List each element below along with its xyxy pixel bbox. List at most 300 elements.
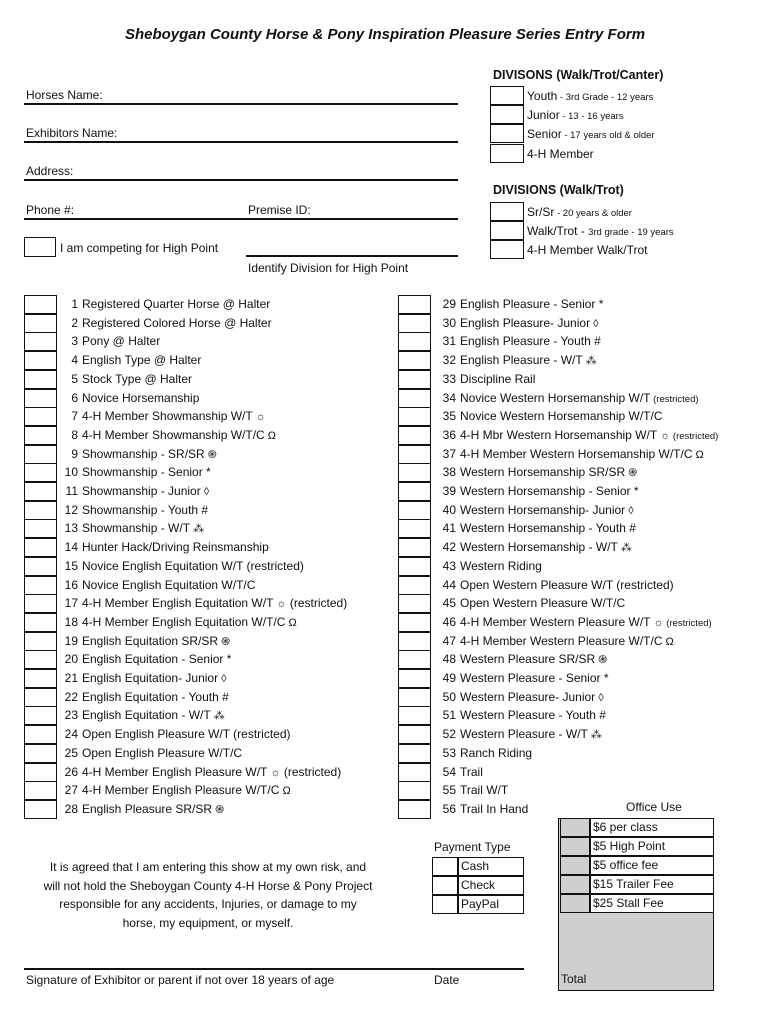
class-number: 36: [442, 427, 456, 442]
class-name: English Pleasure- Junior: [460, 315, 591, 330]
division-name: Walk/Trot -: [527, 224, 589, 238]
class-checkbox[interactable]: [24, 519, 57, 538]
class-checkbox[interactable]: [24, 370, 57, 389]
class-label: [82, 297, 270, 311]
class-label: [460, 521, 636, 535]
class-name: Trail In Hand: [460, 801, 529, 816]
office-fee-checkbox[interactable]: [560, 818, 590, 837]
identify-division-label: Identify Division for High Point: [248, 261, 409, 275]
class-note-small: (restricted): [670, 430, 719, 442]
class-label: [82, 765, 341, 779]
division-detail: 3rd grade - 19 years: [588, 227, 674, 238]
division-checkbox[interactable]: [490, 221, 524, 240]
division-label: [527, 222, 674, 240]
class-checkbox[interactable]: [398, 632, 431, 651]
class-number: 23: [64, 708, 78, 723]
divisions-wtc-heading: DIVISONS (Walk/Trot/Canter): [493, 68, 664, 82]
form-title: Sheboygan County Horse & Pony Inspiration Pleasure Series Entry Form: [124, 26, 646, 43]
class-number: 42: [442, 540, 456, 555]
class-number: 24: [64, 727, 78, 742]
class-checkbox[interactable]: [24, 351, 57, 370]
class-name: Western Horsemanship - Youth #: [460, 521, 636, 536]
class-label: [82, 671, 227, 685]
class-number: 5: [71, 371, 78, 386]
class-checkbox[interactable]: [398, 314, 431, 333]
class-symbol: ⁂: [617, 542, 632, 555]
class-label: [82, 372, 192, 386]
class-note-small: (restricted): [650, 393, 699, 405]
office-fee-label: $5 High Point: [590, 837, 714, 856]
class-label: [82, 447, 217, 462]
payment-checkbox[interactable]: [432, 895, 458, 914]
class-checkbox[interactable]: [24, 781, 57, 800]
class-name: English Pleasure SR/SR: [82, 801, 213, 816]
class-number: 55: [442, 783, 456, 798]
class-checkbox[interactable]: [398, 501, 431, 520]
class-checkbox[interactable]: [24, 295, 57, 314]
class-checkbox[interactable]: [398, 407, 431, 426]
division-detail: - 13 - 16 years: [559, 111, 624, 122]
class-label: [460, 596, 625, 610]
class-name: Western Pleasure - Youth #: [460, 708, 606, 723]
class-checkbox[interactable]: [398, 669, 431, 688]
class-number: 1: [71, 297, 78, 311]
class-symbol: ◊: [625, 504, 634, 517]
class-symbol: ֍: [218, 635, 231, 648]
class-checkbox[interactable]: [398, 688, 431, 707]
class-label: [460, 540, 632, 554]
class-checkbox[interactable]: [398, 482, 431, 501]
class-number: 34: [442, 390, 456, 405]
class-checkbox[interactable]: [24, 557, 57, 576]
class-number: 44: [442, 577, 456, 592]
class-symbol: Ω: [264, 429, 276, 442]
division-label: [527, 145, 594, 163]
class-symbol: ֍: [212, 803, 225, 816]
class-number: 52: [442, 727, 456, 742]
class-name: Open Western Pleasure W/T/C: [460, 596, 626, 611]
class-number: 46: [442, 614, 456, 629]
class-label: [460, 503, 634, 517]
agreement-line: will not hold the Sheboygan County 4-H Horse & Pony Project: [43, 878, 373, 893]
signature-label: Signature of Exhibitor or parent if not over 18 years of age: [26, 973, 335, 987]
class-checkbox[interactable]: [398, 725, 431, 744]
class-number: 39: [442, 484, 456, 498]
class-checkbox[interactable]: [24, 407, 57, 426]
class-name: Showmanship - Youth #: [82, 502, 209, 517]
high-point-label: I am competing for High Point: [60, 241, 219, 255]
class-symbol: ֍: [625, 467, 638, 480]
class-checkbox[interactable]: [24, 594, 57, 613]
class-checkbox[interactable]: [24, 463, 57, 482]
class-label: [460, 802, 528, 816]
class-label: [460, 391, 699, 405]
class-checkbox[interactable]: [24, 445, 57, 464]
class-checkbox[interactable]: [398, 519, 431, 538]
class-checkbox[interactable]: [398, 706, 431, 725]
class-number: 4: [71, 353, 78, 368]
division-label: [527, 106, 624, 124]
class-label: [82, 727, 291, 741]
class-number: 11: [65, 484, 78, 498]
class-number: 16: [64, 577, 78, 592]
class-number: 29: [442, 297, 456, 311]
office-fee-checkbox[interactable]: [560, 894, 590, 913]
class-number: 53: [442, 745, 456, 760]
class-label: [82, 746, 242, 760]
class-label: [82, 690, 229, 704]
class-number: 22: [64, 689, 78, 704]
class-checkbox[interactable]: [24, 688, 57, 707]
class-checkbox[interactable]: [398, 445, 431, 464]
class-number: 38: [442, 465, 456, 480]
class-name: 4-H Member English Equitation W/T/C: [82, 614, 286, 629]
class-number: 47: [442, 633, 456, 648]
address-label: Address:: [26, 164, 74, 178]
class-label: [82, 615, 297, 629]
class-symbol: Ω: [692, 448, 704, 461]
class-name: English Equitation- Junior: [82, 671, 219, 685]
office-fee-label: $6 per class: [590, 818, 714, 837]
class-name: 4-H Member Showmanship W/T: [82, 409, 253, 424]
payment-option-label: PayPal: [458, 895, 524, 914]
office-fee-checkbox[interactable]: [560, 875, 590, 894]
class-symbol: ☼: [252, 411, 266, 424]
class-symbol: ☼: [657, 429, 671, 442]
class-checkbox[interactable]: [398, 594, 431, 613]
class-name: Novice English Equitation W/T/C: [82, 577, 256, 592]
division-label: [527, 241, 647, 259]
class-number: 41: [442, 521, 456, 536]
class-label: [82, 596, 347, 610]
class-label: [82, 503, 208, 517]
class-label: [460, 409, 663, 423]
signature-line[interactable]: [24, 968, 524, 970]
class-checkbox[interactable]: [398, 351, 431, 370]
class-number: 7: [71, 409, 78, 424]
office-fee-checkbox[interactable]: [560, 856, 590, 875]
class-label: [82, 353, 201, 367]
class-number: 43: [442, 558, 456, 573]
office-fee-label: $25 Stall Fee: [590, 894, 714, 913]
office-fee-checkbox[interactable]: [560, 837, 590, 856]
class-label: [460, 578, 674, 592]
class-number: 49: [442, 671, 456, 685]
division-name: Senior: [527, 127, 562, 141]
class-number: 10: [64, 465, 78, 480]
phone-label: Phone #:: [26, 203, 75, 217]
phone-premise-line[interactable]: [24, 218, 458, 220]
class-label: [460, 783, 508, 797]
class-name: English Equitation - Youth #: [82, 689, 229, 704]
class-symbol: ◊: [200, 486, 210, 498]
class-checkbox[interactable]: [24, 482, 57, 501]
division-detail: - 3rd Grade - 12 years: [557, 92, 654, 103]
division-name: Sr/Sr: [527, 205, 555, 219]
class-checkbox[interactable]: [398, 463, 431, 482]
payment-checkbox[interactable]: [432, 857, 458, 876]
class-symbol: ֍: [595, 654, 608, 667]
class-name: 4-H Member English Pleasure W/T: [82, 764, 268, 779]
exhibitor-name-label: Exhibitors Name:: [26, 126, 118, 140]
class-name: Showmanship - W/T: [82, 521, 191, 536]
class-checkbox[interactable]: [24, 389, 57, 408]
address-line[interactable]: [24, 179, 458, 181]
class-label: [82, 484, 209, 498]
class-label: [460, 746, 532, 760]
class-name: Novice Western Horsemanship W/T/C: [460, 409, 663, 424]
class-symbol: ◊: [595, 691, 604, 704]
class-checkbox[interactable]: [24, 650, 57, 669]
class-symbol: ☼: [650, 616, 664, 629]
class-name: 4-H Member Western Pleasure W/T: [460, 614, 651, 629]
class-checkbox[interactable]: [24, 669, 57, 688]
class-number: 17: [64, 596, 78, 611]
high-point-division-line[interactable]: [246, 255, 458, 257]
class-name: Western Horsemanship- Junior: [460, 502, 626, 517]
class-checkbox[interactable]: [24, 632, 57, 651]
payment-option-label: Check: [458, 876, 524, 895]
class-number: 6: [71, 390, 78, 405]
class-number: 9: [71, 446, 78, 461]
class-label: [460, 297, 603, 311]
class-name: Hunter Hack/Driving Reinsmanship: [82, 540, 269, 555]
class-symbol: ⁂: [190, 523, 205, 536]
class-checkbox[interactable]: [398, 744, 431, 763]
class-label: [460, 484, 639, 498]
class-checkbox[interactable]: [398, 557, 431, 576]
class-number: 51: [442, 708, 456, 723]
class-number: 40: [442, 502, 456, 517]
class-number: 32: [442, 353, 456, 368]
agreement-line: It is agreed that I am entering this show at my own risk, and: [49, 860, 367, 874]
premise-id-label: Premise ID:: [248, 203, 311, 217]
division-detail: - 20 years & older: [554, 208, 632, 219]
class-name: English Pleasure - Senior *: [460, 297, 604, 311]
class-number: 8: [71, 427, 78, 442]
class-number: 45: [442, 596, 456, 611]
class-name: Ranch Riding: [460, 745, 533, 760]
class-number: 21: [64, 671, 78, 685]
class-name: English Pleasure - W/T: [460, 353, 583, 368]
class-label: [82, 559, 304, 573]
class-number: 25: [64, 745, 78, 760]
class-name: Western Riding: [460, 558, 542, 573]
class-label: [460, 447, 704, 461]
class-number: 56: [442, 801, 456, 816]
class-label: [460, 615, 712, 629]
class-name: Western Horsemanship - Senior *: [460, 484, 639, 498]
class-checkbox[interactable]: [398, 332, 431, 351]
class-name: Registered Quarter Horse @ Halter: [82, 297, 271, 311]
office-fee-label: $15 Trailer Fee: [590, 875, 714, 894]
class-name: 4-H Member Showmanship W/T/C: [82, 427, 265, 442]
class-checkbox[interactable]: [398, 800, 431, 819]
class-checkbox[interactable]: [398, 389, 431, 408]
class-name: 4-H Member Western Pleasure W/T/C: [460, 633, 663, 648]
class-checkbox[interactable]: [24, 706, 57, 725]
class-name: Western Pleasure SR/SR: [460, 652, 596, 667]
class-name: Western Pleasure- Junior: [460, 689, 596, 704]
class-name: Novice Horsemanship: [82, 390, 200, 405]
division-detail: - 17 years old & older: [561, 130, 655, 141]
division-checkbox[interactable]: [490, 240, 524, 259]
class-label: [460, 372, 535, 386]
horse-name-line[interactable]: [24, 103, 458, 105]
class-symbol: ◊: [590, 317, 599, 330]
class-label: [82, 540, 269, 554]
class-number: 33: [442, 371, 456, 386]
class-label: [82, 652, 231, 666]
payment-checkbox[interactable]: [432, 876, 458, 895]
class-checkbox[interactable]: [24, 501, 57, 520]
class-checkbox[interactable]: [398, 295, 431, 314]
class-label: [460, 428, 718, 442]
class-name: English Equitation SR/SR: [82, 633, 219, 648]
class-checkbox[interactable]: [24, 426, 57, 445]
office-total-label: Total: [561, 972, 587, 986]
class-checkbox[interactable]: [24, 744, 57, 763]
class-checkbox[interactable]: [24, 576, 57, 595]
division-checkbox[interactable]: [490, 202, 524, 221]
class-checkbox[interactable]: [398, 781, 431, 800]
class-symbol: ֍: [204, 448, 217, 461]
class-number: 27: [64, 783, 78, 798]
class-label: [82, 578, 255, 592]
class-name: 4-H Member English Pleasure W/T/C: [82, 783, 280, 798]
class-note-small: (restricted): [663, 617, 712, 629]
class-label: [460, 465, 637, 480]
exhibitor-name-line[interactable]: [24, 141, 458, 143]
class-label: [82, 316, 272, 330]
agreement-line: horse, my equipment, or myself.: [122, 915, 294, 930]
class-label: [460, 765, 483, 779]
class-checkbox[interactable]: [398, 426, 431, 445]
class-checkbox[interactable]: [24, 800, 57, 819]
class-number: 19: [64, 633, 78, 648]
class-label: [460, 634, 674, 648]
class-name: Stock Type @ Halter: [82, 371, 193, 386]
class-label: [460, 353, 597, 367]
class-checkbox[interactable]: [398, 763, 431, 782]
class-number: 35: [442, 409, 456, 424]
class-name: Showmanship - SR/SR: [82, 446, 205, 461]
class-number: 28: [64, 801, 78, 816]
class-label: [82, 783, 291, 797]
class-label: [460, 727, 602, 741]
class-name: Novice English Equitation W/T (restricted): [82, 558, 304, 573]
class-symbol: ☼: [273, 598, 287, 611]
class-label: [82, 409, 266, 423]
class-label: [460, 671, 609, 685]
class-symbol: ⁂: [210, 710, 225, 723]
divisions-wt-heading: DIVISIONS (Walk/Trot): [493, 183, 624, 197]
high-point-checkbox[interactable]: [24, 237, 56, 257]
class-number: 14: [64, 540, 78, 555]
class-name: Showmanship - Junior: [82, 484, 201, 498]
class-symbol: ⁂: [582, 355, 597, 368]
class-number: 15: [64, 558, 78, 573]
class-number: 13: [64, 521, 78, 536]
class-number: 30: [442, 315, 456, 330]
division-label: [527, 203, 632, 221]
class-checkbox[interactable]: [24, 763, 57, 782]
office-fee-label: $5 office fee: [590, 856, 714, 875]
division-checkbox[interactable]: [490, 124, 524, 143]
class-checkbox[interactable]: [398, 538, 431, 557]
class-checkbox[interactable]: [24, 314, 57, 333]
class-checkbox[interactable]: [398, 576, 431, 595]
class-name: Open English Pleasure W/T/C: [82, 745, 243, 760]
payment-type-heading: Payment Type: [434, 840, 511, 854]
class-name: English Type @ Halter: [82, 353, 202, 368]
class-checkbox[interactable]: [398, 370, 431, 389]
class-name: 4-H Member English Equitation W/T: [82, 596, 274, 611]
class-number: 48: [442, 652, 456, 667]
class-symbol: Ω: [279, 785, 291, 798]
class-number: 18: [64, 614, 78, 629]
class-label: [460, 316, 599, 330]
class-checkbox[interactable]: [398, 650, 431, 669]
class-label: [460, 334, 601, 348]
division-checkbox[interactable]: [490, 86, 524, 105]
class-label: [460, 559, 542, 573]
class-name: English Pleasure - Youth #: [460, 334, 601, 349]
class-name: Showmanship - Senior *: [82, 465, 211, 480]
class-name: 4-H Member Western Horsemanship W/T/C: [460, 446, 693, 461]
class-label: [460, 690, 604, 704]
class-name: Discipline Rail: [460, 371, 536, 386]
class-number: 50: [442, 689, 456, 704]
class-name: Pony @ Halter: [82, 334, 161, 349]
class-name: Open English Pleasure W/T (restricted): [82, 727, 291, 742]
class-label: [460, 652, 607, 667]
class-checkbox[interactable]: [24, 725, 57, 744]
class-name: English Equitation - Senior *: [82, 652, 232, 667]
class-note: (restricted): [286, 596, 348, 611]
class-number: 31: [442, 334, 456, 349]
class-name: Western Horsemanship - W/T: [460, 540, 618, 555]
class-name: Registered Colored Horse @ Halter: [82, 315, 272, 330]
division-name: 4-H Member Walk/Trot: [527, 243, 648, 257]
division-checkbox[interactable]: [490, 105, 524, 124]
class-checkbox[interactable]: [24, 332, 57, 351]
class-symbol: ⁂: [587, 729, 602, 742]
division-label: [527, 125, 655, 143]
division-name: Junior: [527, 108, 560, 122]
class-number: 37: [442, 446, 456, 461]
class-label: [82, 521, 204, 535]
class-name: 4-H Mbr Western Horsemanship W/T: [460, 427, 658, 442]
date-label: Date: [434, 973, 460, 987]
class-name: English Equitation - W/T: [82, 708, 211, 723]
class-symbol: Ω: [662, 635, 674, 648]
payment-option-label: Cash: [458, 857, 524, 876]
class-label: [82, 334, 160, 348]
office-use-heading: Office Use: [626, 800, 682, 814]
agreement-line: responsible for any accidents, Injuries, or damage to my: [59, 897, 357, 911]
class-checkbox[interactable]: [398, 613, 431, 632]
class-name: Western Pleasure - W/T: [460, 727, 588, 742]
division-checkbox[interactable]: [490, 144, 524, 163]
class-label: [82, 391, 199, 405]
class-symbol: ☼: [267, 766, 281, 779]
division-name: 4-H Member: [527, 147, 594, 161]
class-number: 12: [64, 502, 78, 517]
class-checkbox[interactable]: [24, 613, 57, 632]
division-label: [527, 87, 653, 105]
class-checkbox[interactable]: [24, 538, 57, 557]
